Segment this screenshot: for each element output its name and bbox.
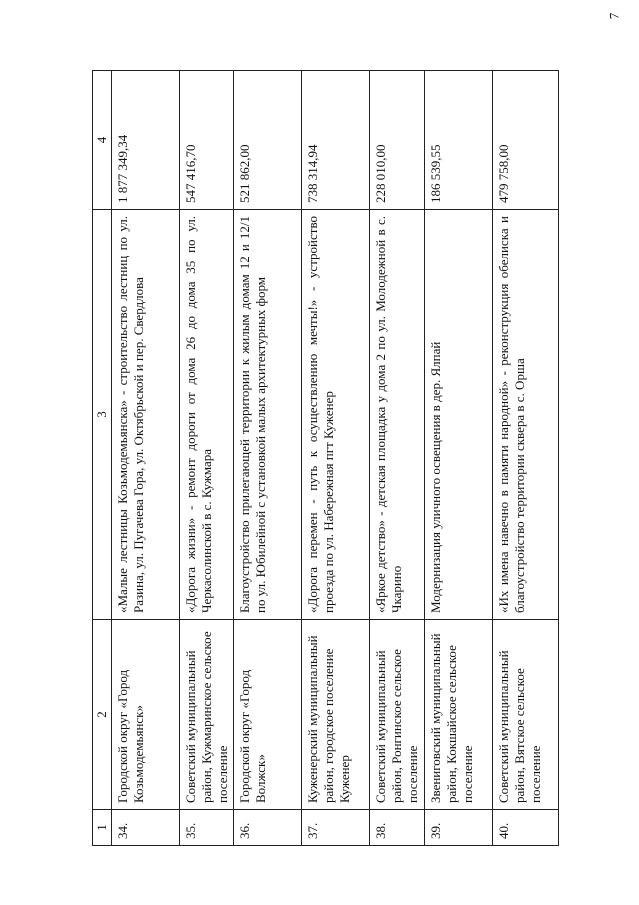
- table-row: [425, 71, 493, 846]
- municipality-cell: Советский муниципальный район, Кужмаринское сельское поселение: [179, 620, 234, 810]
- municipality-cell: Звениговский муниципальный район, Кокшайское сельское поселение: [425, 620, 493, 810]
- project-cell: Модернизация уличного освещения в дер. Ялпай: [425, 210, 493, 620]
- column-header: 4: [93, 71, 112, 210]
- amount-cell: 228 010,00: [370, 71, 425, 210]
- table-row: [493, 71, 559, 846]
- row-number: 35.: [179, 810, 234, 846]
- row-number: 36.: [234, 810, 302, 846]
- amount-cell: 479 758,00: [493, 71, 559, 210]
- project-cell: «Малые лестницы Козьмодемьянска» - строительство лестниц по ул. Разина, ул. Пугачева Гора, ул. Октябрьской и пер. Свердлова: [111, 210, 179, 620]
- project-cell: «Дорога перемен - путь к осуществлению мечты!» - устройство проезда по ул. Набережная пгт Куженер: [302, 210, 370, 620]
- amount-cell: 521 862,00: [234, 71, 302, 210]
- amount-cell: 738 314,94: [302, 71, 370, 210]
- municipality-cell: Городской округ «Город Волжск»: [234, 620, 302, 810]
- page-number: 7: [605, 12, 621, 20]
- project-cell: «Их имена навечно в памяти народной» - реконструкция обелиска и благоустройство территории сквера в с. Орша: [493, 210, 559, 620]
- amount-cell: 547 416,70: [179, 71, 234, 210]
- project-cell: «Яркое детство» - детская площадка у дома 2 по ул. Молодежной в с. Чкарино: [370, 210, 425, 620]
- projects-table: [92, 70, 559, 846]
- amount-cell: 186 539,55: [425, 71, 493, 210]
- column-header: 2: [93, 620, 112, 810]
- amount-cell: 1 877 349,34: [111, 71, 179, 210]
- table-row: [370, 71, 425, 846]
- table-header-row: [93, 71, 112, 846]
- row-number: 40.: [493, 810, 559, 846]
- table-row: [302, 71, 370, 846]
- table-row: [179, 71, 234, 846]
- rotated-table-container: [92, 71, 632, 846]
- table-row: [234, 71, 302, 846]
- table-row: [111, 71, 179, 846]
- project-cell: «Дорога жизни» - ремонт дороги от дома 26 до дома 35 по ул. Черкасолинской в с. Кужмара: [179, 210, 234, 620]
- municipality-cell: Советский муниципальный район, Вятское сельское поселение: [493, 620, 559, 810]
- column-header: 3: [93, 210, 112, 620]
- municipality-cell: Куженерский муниципальный район, городское поселение Куженер: [302, 620, 370, 810]
- row-number: 37.: [302, 810, 370, 846]
- column-header: 1: [93, 810, 112, 846]
- row-number: 34.: [111, 810, 179, 846]
- row-number: 39.: [425, 810, 493, 846]
- row-number: 38.: [370, 810, 425, 846]
- municipality-cell: Городской округ «Город Козьмодемьянск»: [111, 620, 179, 810]
- project-cell: Благоустройство прилегающей территории к жилым домам 12 и 12/1 по ул. Юбилейной с установкой малых архитектурных форм: [234, 210, 302, 620]
- municipality-cell: Советский муниципальный район, Ронгинское сельское поселение: [370, 620, 425, 810]
